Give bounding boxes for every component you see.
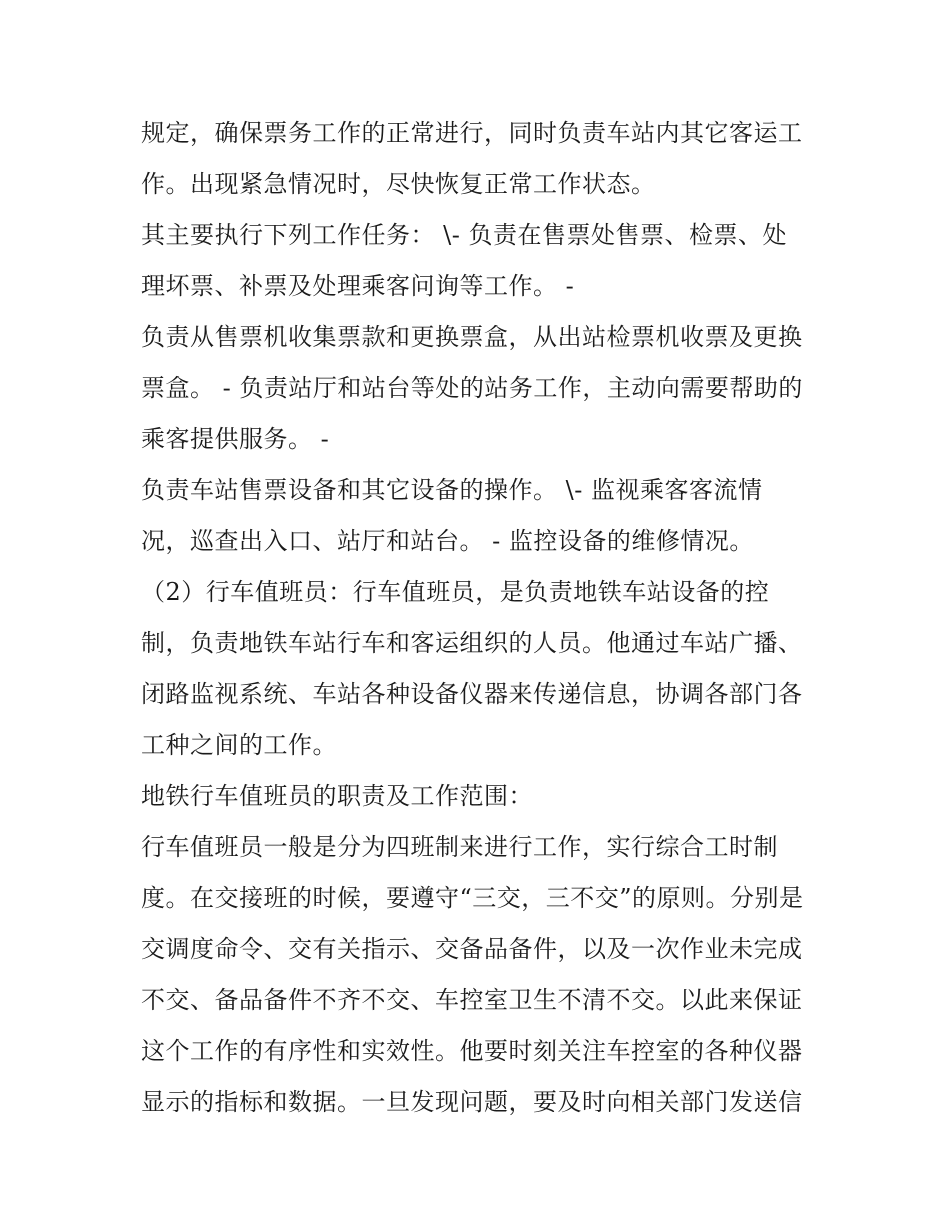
text-line: 乘客提供服务。 - — [141, 425, 330, 453]
text-line: 地铁行车值班员的职责及工作范围： — [141, 782, 533, 810]
text-line: 制，负责地铁车站行车和客运组织的人员。他通过车站广播、 — [141, 629, 803, 657]
text-line: 作。出现紧急情况时，尽快恢复正常工作状态。 — [141, 170, 656, 198]
text-line: 规定，确保票务工作的正常进行，同时负责车站内其它客运工 — [141, 119, 803, 147]
text-line: 行车值班员一般是分为四班制来进行工作，实行综合工时制 — [141, 833, 778, 861]
text-line: 这个工作的有序性和实效性。他要时刻关注车控室的各种仪器 — [141, 1037, 803, 1065]
text-line: （2）行车值班员：行车值班员，是负责地铁车站设备的控 — [141, 578, 770, 606]
text-line: 显示的指标和数据。一旦发现问题，要及时向相关部门发送信 — [141, 1088, 803, 1116]
text-line: 票盒。 - 负责站厅和站台等处的站务工作，主动向需要帮助的 — [141, 374, 803, 402]
text-line: 闭路监视系统、车站各种设备仪器来传递信息，协调各部门各 — [141, 680, 803, 708]
text-line: 负责车站售票设备和其它设备的操作。 \- 监视乘客客流情 — [141, 476, 763, 504]
text-line: 况，巡查出入口、站厅和站台。 - 监控设备的维修情况。 — [141, 527, 754, 555]
document-body — [141, 108, 821, 1128]
text-line: 交调度命令、交有关指示、交备品备件，以及一次作业未完成 — [141, 935, 803, 963]
text-line: 不交、备品备件不齐不交、车控室卫生不清不交。以此来保证 — [141, 986, 803, 1014]
text-line: 其主要执行下列工作任务： \- 负责在售票处售票、检票、处 — [141, 221, 787, 249]
text-line: 理坏票、补票及处理乘客问询等工作。 - — [141, 272, 575, 300]
text-line: 工种之间的工作。 — [141, 731, 337, 759]
text-line: 负责从售票机收集票款和更换票盒，从出站检票机收票及更换 — [141, 323, 803, 351]
text-line: 度。在交接班的时候，要遵守“三交，三不交”的原则。分别是 — [141, 884, 804, 912]
